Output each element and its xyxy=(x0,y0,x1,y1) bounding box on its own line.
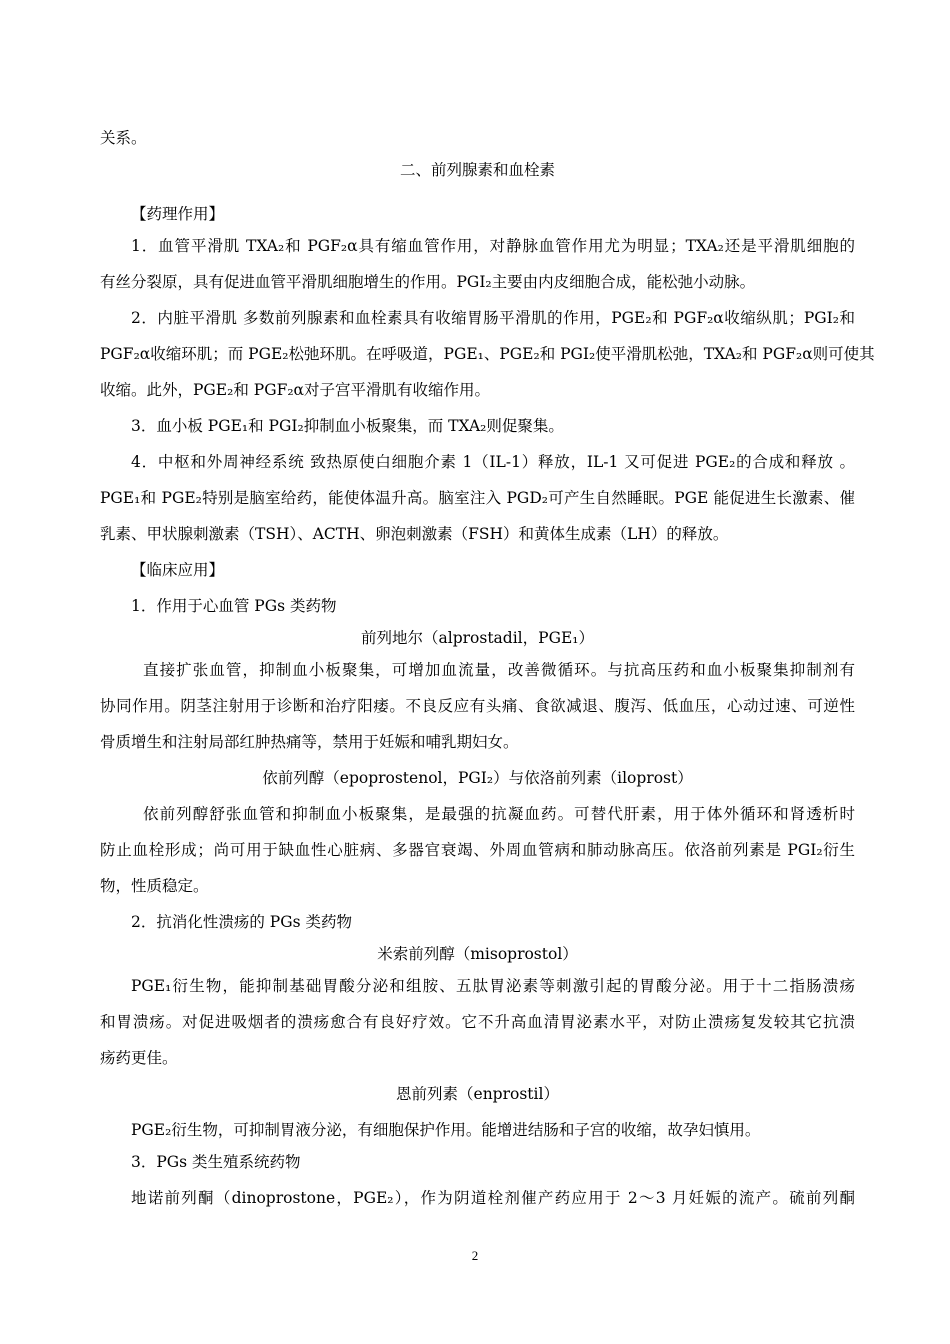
subsection-heading: 【临床应用】 xyxy=(131,561,225,579)
text-line: 疡药更佳。 xyxy=(100,1049,178,1067)
text-line: 骨质增生和注射局部红肿热痛等，禁用于妊娠和哺乳期妇女。 xyxy=(100,733,519,751)
text-line: PGF₂α收缩环肌；而 PGE₂松弛环肌。在呼吸道，PGE₁、PGE₂和 PGI₂使平滑肌松弛，TXA₂和 PGF₂α则可使其 xyxy=(100,345,875,363)
text-line: 1．作用于心血管 PGs 类药物 xyxy=(131,597,337,615)
text-line: 2．抗消化性溃疡的 PGs 类药物 xyxy=(131,913,352,931)
text-line: 收缩。此外，PGE₂和 PGF₂α对子宫平滑肌有收缩作用。 xyxy=(100,381,491,399)
text-line: 2．内脏平滑肌 多数前列腺素和血栓素具有收缩胃肠平滑肌的作用，PGE₂和 PGF₂α收缩纵肌；PGI₂和 xyxy=(131,309,855,327)
drug-heading: 前列地尔（alprostadil，PGE₁） xyxy=(361,629,594,647)
text-line: 有丝分裂原，具有促进血管平滑肌细胞增生的作用。PGI₂主要由内皮细胞合成，能松弛小动脉。 xyxy=(100,273,756,291)
text-line: PGE₁和 PGE₂特别是脑室给药，能使体温升高。脑室注入 PGD₂可产生自然睡眠。PGE 能促进生长激素、催 xyxy=(100,489,855,507)
page-number: 2 xyxy=(471,1248,479,1263)
text-line: 直接扩张血管，抑制血小板聚集，可增加血流量，改善微循环。与抗高压药和血小板聚集抑制剂有 xyxy=(143,661,855,679)
text-line: 4．中枢和外周神经系统 致热原使白细胞介素 1（IL-1）释放，IL-1 又可促进 PGE₂的合成和释放 。 xyxy=(131,453,855,471)
text-line: 关系。 xyxy=(100,129,147,147)
text-line: 协同作用。阴茎注射用于诊断和治疗阳痿。不良反应有头痛、食欲减退、腹泻、低血压，心动过速、可逆性 xyxy=(100,697,855,715)
text-line: 1．血管平滑肌 TXA₂和 PGF₂α具有缩血管作用，对静脉血管作用尤为明显；TXA₂还是平滑肌细胞的 xyxy=(131,237,855,255)
text-line: 3．PGs 类生殖系统药物 xyxy=(131,1153,301,1171)
text-line: 地诺前列酮（dinoprostone，PGE₂），作为阴道栓剂催产药应用于 2～3 月妊娠的流产。硫前列酮 xyxy=(131,1189,855,1207)
section-heading: 二、前列腺素和血栓素 xyxy=(399,161,555,179)
text-line: PGE₁衍生物，能抑制基础胃酸分泌和组胺、五肽胃泌素等刺激引起的胃酸分泌。用于十二指肠溃疡 xyxy=(131,977,855,995)
text-line: 防止血栓形成；尚可用于缺血性心脏病、多器官衰竭、外周血管病和肺动脉高压。依洛前列素是 PGI₂衍生 xyxy=(100,841,855,859)
text-line: 和胃溃疡。对促进吸烟者的溃疡愈合有良好疗效。它不升高血清胃泌素水平，对防止溃疡复发较其它抗溃 xyxy=(100,1013,855,1031)
drug-heading: 依前列醇（epoprostenol，PGI₂）与依洛前列素（iloprost） xyxy=(262,769,693,787)
text-line: 乳素、甲状腺刺激素（TSH）、ACTH、卵泡刺激素（FSH）和黄体生成素（LH）的释放。 xyxy=(100,525,729,543)
text-line: 依前列醇舒张血管和抑制血小板聚集，是最强的抗凝血药。可替代肝素，用于体外循环和肾透析时 xyxy=(143,805,855,823)
drug-heading: 恩前列素（enprostil） xyxy=(396,1085,559,1103)
text-line: 物，性质稳定。 xyxy=(100,877,209,895)
text-line: PGE₂衍生物，可抑制胃液分泌，有细胞保护作用。能增进结肠和子宫的收缩，故孕妇慎用。 xyxy=(131,1121,761,1139)
text-line: 3．血小板 PGE₁和 PGI₂抑制血小板聚集，而 TXA₂则促聚集。 xyxy=(131,417,564,435)
subsection-heading: 【药理作用】 xyxy=(131,205,225,223)
drug-heading: 米索前列醇（misoprostol） xyxy=(377,945,578,963)
